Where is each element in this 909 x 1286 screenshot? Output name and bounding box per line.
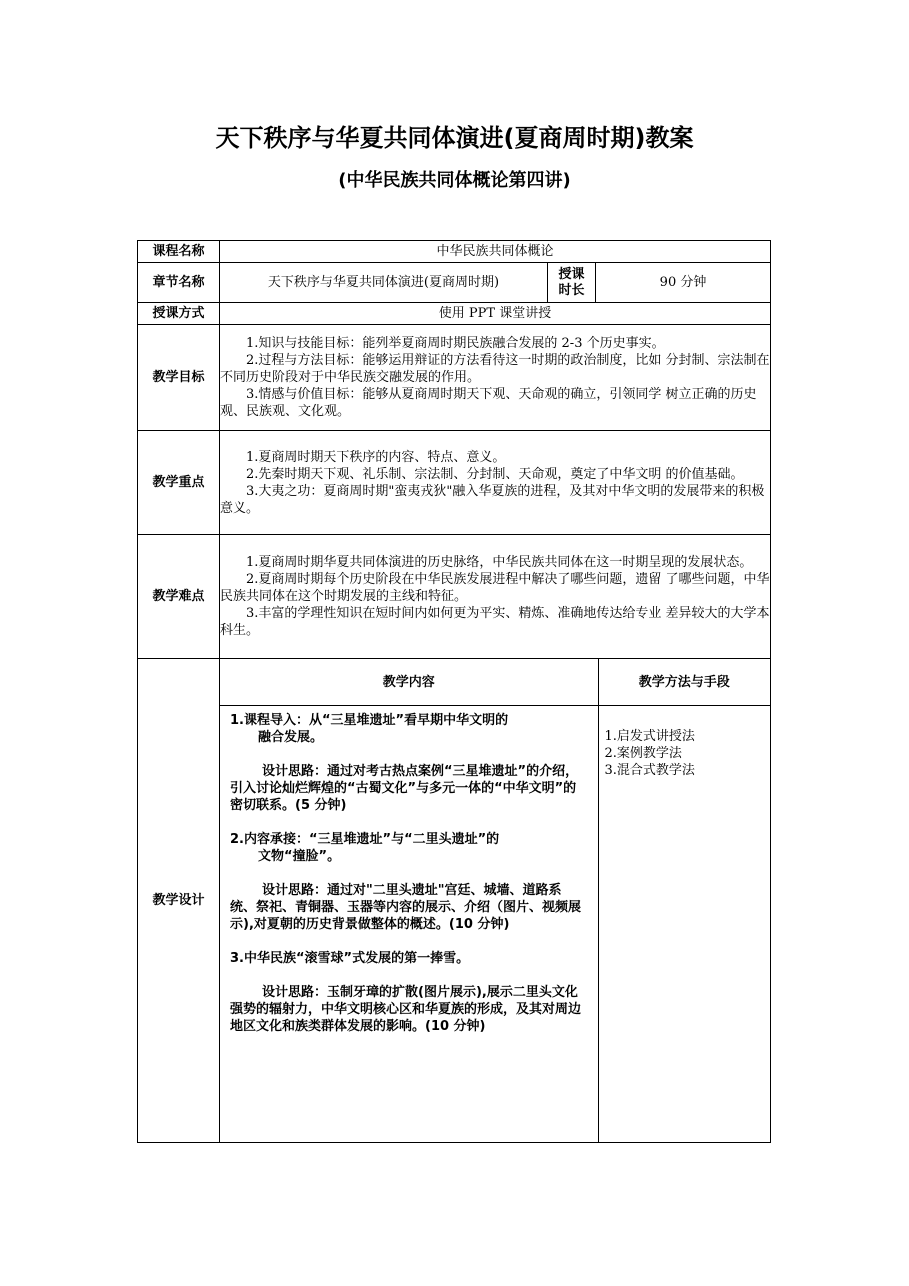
duration-value: 90 分钟 xyxy=(596,263,771,303)
content-header: 教学内容 xyxy=(220,659,598,706)
goal-item: 3.情感与价值目标：能够从夏商周时期天下观、天命观的确立，引领同学 树立正确的历史观、民族观、文化观。 xyxy=(220,387,757,419)
chapter-name-value: 天下秩序与华夏共同体演进(夏商周时期) xyxy=(220,263,548,303)
teaching-design-label: 教学设计 xyxy=(138,659,220,1143)
key-point-item: 3.大夷之功：夏商周时期"蛮夷戎狄"融入华夏族的进程，及其对中华文明的发展带来的积极意义。 xyxy=(220,483,765,516)
teaching-method-label: 授课方式 xyxy=(138,303,220,325)
method-item: 1.启发式讲授法 xyxy=(604,729,695,744)
row-teaching-method xyxy=(138,303,771,325)
method-item: 2.案例教学法 xyxy=(604,746,682,761)
item1-title: 1.课程导入：从“三星堆遗址”看早期中华文明的 xyxy=(230,713,509,728)
difficult-points-content xyxy=(220,535,771,659)
chapter-name-label: 章节名称 xyxy=(138,263,220,303)
item3-design: 设计思路：玉制牙璋的扩散(图片展示),展示二里头文化强势的辐射力，中华文明核心区和华夏族的形成，及其对周边地区文化和族类群体发展的影响。(10 分钟) xyxy=(230,985,582,1034)
teaching-methods xyxy=(598,706,770,1142)
teaching-goals-content xyxy=(220,325,771,431)
row-teaching-goals xyxy=(138,325,771,431)
row-teaching-design xyxy=(138,659,771,1143)
row-key-points xyxy=(138,431,771,535)
method-item: 3.混合式教学法 xyxy=(604,763,695,778)
difficult-point-item: 2.夏商周时期每个历史阶段在中华民族发展进程中解决了哪些问题，遗留 了哪些问题，中华民族共同体在这个时期发展的主线和特征。 xyxy=(220,572,770,604)
page-title: 天下秩序与华夏共同体演进(夏商周时期)教案 xyxy=(215,124,694,152)
difficult-point-item: 3.丰富的学理性知识在短时间内如何更为平实、精炼、准确地传达给专业 差异较大的大学本科生。 xyxy=(220,606,770,638)
row-difficult-points xyxy=(138,535,771,659)
item1-title-cont: 融合发展。 xyxy=(258,730,324,745)
key-point-item: 1.夏商周时期天下秩序的内容、特点、意义。 xyxy=(246,449,506,465)
row-chapter-name xyxy=(138,263,771,303)
duration-label: 授课时长 xyxy=(548,263,596,303)
item2-title-cont: 文物“撞脸”。 xyxy=(258,849,341,864)
difficult-points-label: 教学难点 xyxy=(138,535,220,659)
row-course-name xyxy=(138,241,771,263)
item2-title: 2.内容承接：“三星堆遗址”与“二里头遗址”的 xyxy=(230,832,500,847)
lesson-plan-table xyxy=(137,240,771,1143)
methods-header: 教学方法与手段 xyxy=(598,659,770,706)
key-point-item: 2.先秦时期天下观、礼乐制、宗法制、分封制、天命观，奠定了中华文明 的价值基础。 xyxy=(246,466,744,482)
teaching-goals-label: 教学目标 xyxy=(138,325,220,431)
course-name-label: 课程名称 xyxy=(138,241,220,263)
key-points-content xyxy=(220,431,771,535)
goal-item: 2.过程与方法目标：能够运用辩证的方法看待这一时期的政治制度，比如 分封制、宗法制在不同历史阶段对于中华民族交融发展的作用。 xyxy=(220,353,770,385)
goal-item: 1.知识与技能目标：能列举夏商周时期民族融合发展的 2-3 个历史事实。 xyxy=(246,336,665,351)
teaching-method-value: 使用 PPT 课堂讲授 xyxy=(220,303,771,325)
teaching-design-table xyxy=(220,659,770,1142)
page-subtitle: (中华民族共同体概论第四讲) xyxy=(338,170,571,191)
item2-design: 设计思路：通过对"二里头遗址"宫廷、城墙、道路系统、祭祀、青铜器、玉器等内容的展示、介绍（图片、视频展示),对夏朝的历史背景做整体的概述。(10 分钟) xyxy=(230,883,582,932)
key-points-label: 教学重点 xyxy=(138,431,220,535)
teaching-design-cell xyxy=(220,659,771,1143)
difficult-point-item: 1.夏商周时期华夏共同体演进的历史脉络，中华民族共同体在这一时期呈现的发展状态。 xyxy=(246,555,753,570)
item3-title: 3.中华民族“滚雪球”式发展的第一捧雪。 xyxy=(230,951,470,966)
course-name-value: 中华民族共同体概论 xyxy=(220,241,771,263)
item1-design: 设计思路：通过对考古热点案例“三星堆遗址”的介绍，引入讨论灿烂辉煌的“古蜀文化”与多元一体的“中华文明”的密切联系。(5 分钟) xyxy=(230,764,579,813)
teaching-content xyxy=(220,706,598,1142)
